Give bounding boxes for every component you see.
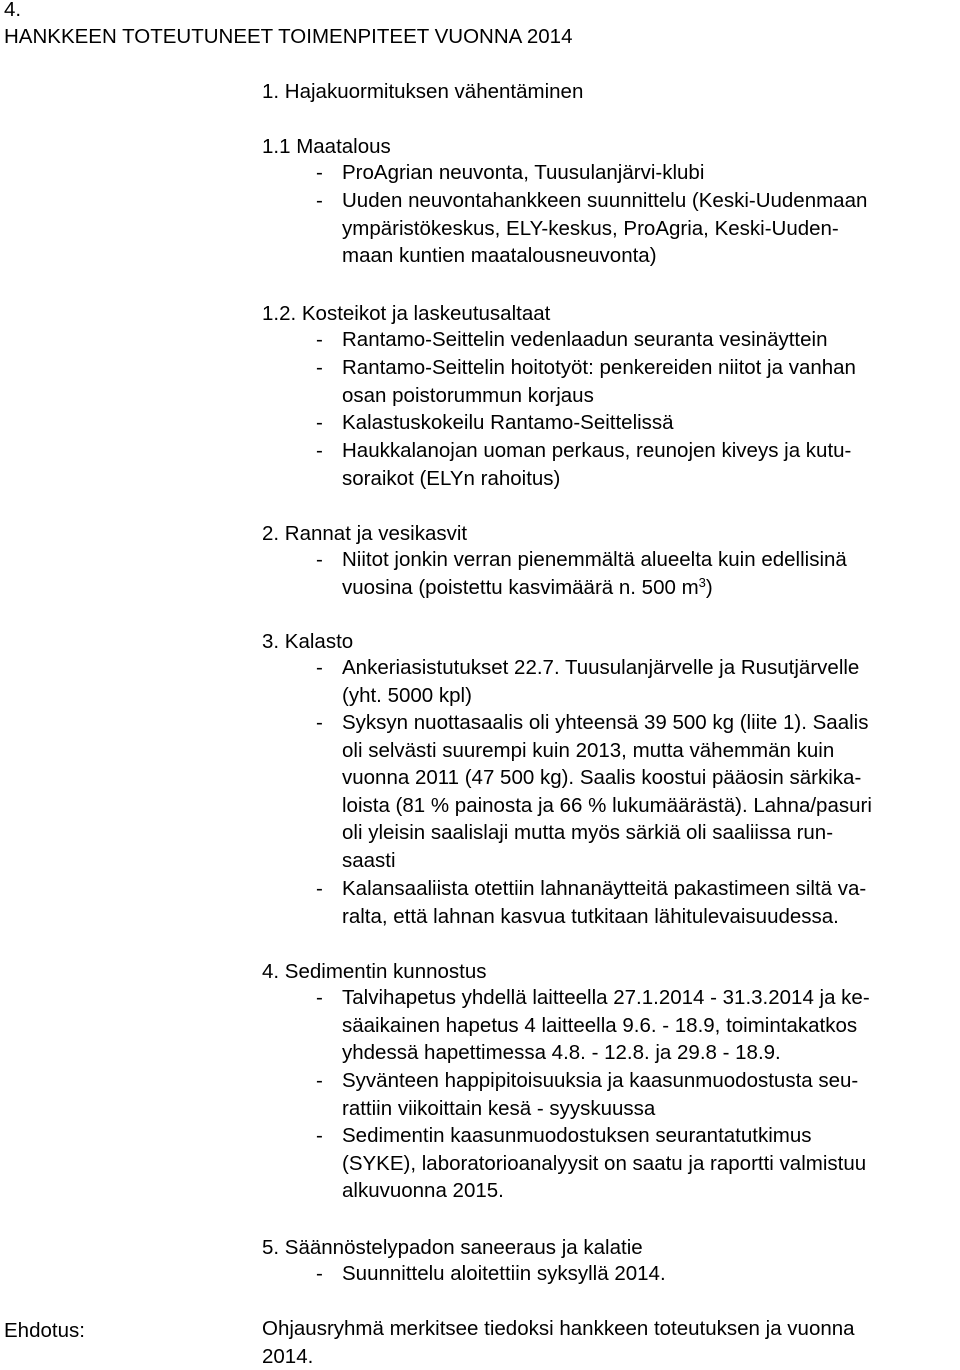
heading-1-2: 1.2. Kosteikot ja laskeutusaltaat: [262, 302, 551, 325]
dash-bullet: -: [316, 439, 323, 462]
list-item-text: ProAgrian neuvonta, Tuusulanjärvi-klubi: [342, 161, 705, 184]
dash-bullet: -: [316, 656, 323, 679]
heading-1: 1. Hajakuormituksen vähentäminen: [262, 80, 584, 103]
list-item-text: Talvihapetus yhdellä laitteella 27.1.2014 - 31.3.2014 ja ke- säaikainen hapetus 4 laitteella 9.6. - 18.9, toimintakatkos yhdessä hapettimessa 4.8. - 12.8. ja 29.8 - 18.9.: [342, 986, 870, 1065]
list-item-text: Rantamo-Seittelin hoitotyöt: penkereiden niitot ja vanhan osan poistorummun korjaus: [342, 356, 856, 407]
dash-bullet: -: [316, 356, 323, 379]
list-item-text: Sedimentin kaasunmuodostuksen seurantatutkimus (SYKE), laboratorioanalyysit on saatu ja raportti valmistuu alkuvuonna 2015.: [342, 1124, 867, 1203]
heading-4: 4. Sedimentin kunnostus: [262, 960, 487, 983]
proposal-text: Ohjausryhmä merkitsee tiedoksi hankkeen toteutuksen ja vuonna 2014.: [262, 1317, 855, 1368]
list-item-text: Syksyn nuottasaalis oli yhteensä 39 500 kg (liite 1). Saalis oli selvästi suurempi kuin 2013, mutta vähemmän kuin vuonna 2011 (47 500 kg). Saalis koostui pääosin särkika- loista (81 % painosta ja 66 % lukumäärästä). Lahna/pasuri oli yleisin saalislaji mutta myös särkiä oli saaliissa run- saasti: [342, 711, 872, 872]
dash-bullet: -: [316, 877, 323, 900]
superscript-exponent: 3: [698, 574, 706, 590]
heading-5: 5. Säännöstelypadon saneeraus ja kalatie: [262, 1236, 643, 1259]
list-item-text: Haukkalanojan uoman perkaus, reunojen kiveys ja kutu- soraikot (ELYn rahoitus): [342, 439, 852, 490]
dash-bullet: -: [316, 161, 323, 184]
dash-bullet: -: [316, 1262, 323, 1285]
heading-3: 3. Kalasto: [262, 630, 354, 653]
dash-bullet: -: [316, 328, 323, 351]
dash-bullet: -: [316, 711, 323, 734]
list-item-text: Syvänteen happipitoisuuksia ja kaasunmuodostusta seu- rattiin viikoittain kesä - syyskuussa: [342, 1069, 859, 1120]
section-number: 4.: [4, 0, 22, 21]
dash-bullet: -: [316, 1069, 323, 1092]
list-item-main-text: Niitot jonkin verran pienemmältä alueelta kuin edellisinä vuosina (poistettu kasvimäärä n. 500 m: [342, 548, 847, 599]
list-item-text: Ankeriasistutukset 22.7. Tuusulanjärvelle ja Rusutjärvelle (yht. 5000 kpl): [342, 656, 860, 707]
dash-bullet: -: [316, 1124, 323, 1147]
list-item-text: Kalansaaliista otettiin lahnanäytteitä pakastimeen siltä va- ralta, että lahnan kasvua tutkitaan lähitulevaisuudessa.: [342, 877, 867, 928]
closing-parenthesis: ): [705, 575, 713, 599]
list-item-text: Uuden neuvontahankkeen suunnittelu (Keski-Uudenmaan ympäristökeskus, ELY-keskus, ProAgria, Keski-Uuden- maan kuntien maatalousneuvonta): [342, 189, 868, 268]
list-item-text: [342, 546, 956, 601]
section-title: HANKKEEN TOTEUTUNEET TOIMENPITEET VUONNA 2014: [4, 25, 573, 48]
heading-1-1: 1.1 Maatalous: [262, 135, 391, 158]
dash-bullet: -: [316, 548, 323, 571]
dash-bullet: -: [316, 411, 323, 434]
dash-bullet: -: [316, 189, 323, 212]
list-item-text: Rantamo-Seittelin vedenlaadun seuranta vesinäyttein: [342, 328, 828, 351]
list-item-text: Kalastuskokeilu Rantamo-Seittelissä: [342, 411, 674, 434]
proposal-label: Ehdotus:: [4, 1319, 85, 1342]
list-item-text: Suunnittelu aloitettiin syksyllä 2014.: [342, 1262, 666, 1285]
heading-2: 2. Rannat ja vesikasvit: [262, 522, 468, 545]
dash-bullet: -: [316, 986, 323, 1009]
